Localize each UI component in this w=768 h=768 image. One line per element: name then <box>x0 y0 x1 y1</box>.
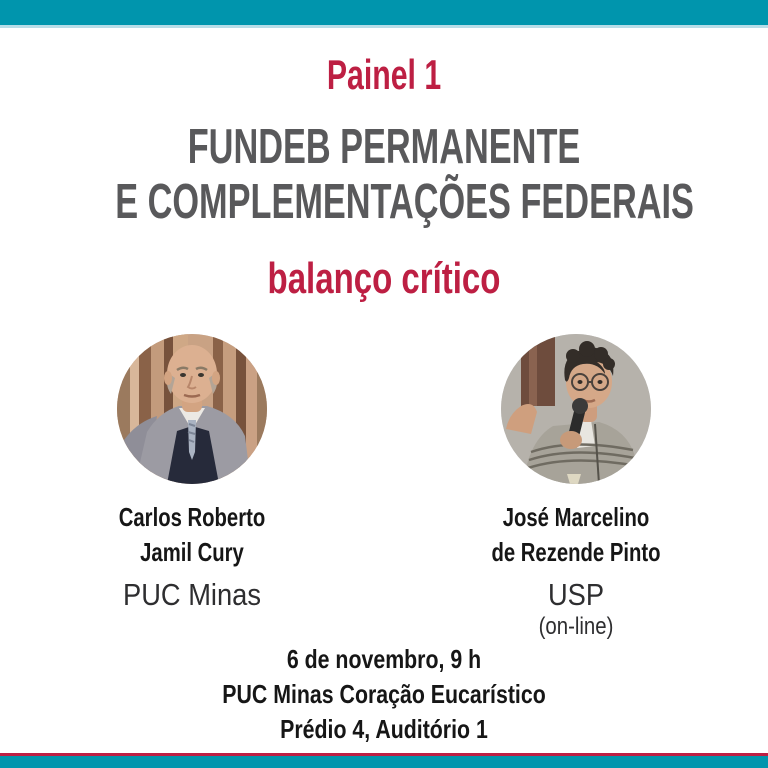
speaker-photo-jose <box>501 334 651 484</box>
man-with-microphone-portrait-illustration <box>501 334 651 484</box>
top-teal-bar <box>0 0 768 25</box>
event-title <box>115 120 694 230</box>
event-info <box>69 642 699 747</box>
speaker-affiliation-jose: USP <box>547 577 605 612</box>
speakers-row <box>0 334 768 642</box>
event-venue: Prédio 4, Auditório 1 <box>280 714 488 744</box>
top-bar-fade-line <box>0 25 768 28</box>
speaker-card-jose <box>384 334 768 642</box>
elderly-man-portrait-illustration <box>117 334 267 484</box>
bottom-teal-bar <box>0 756 768 768</box>
event-date-time: 6 de novembro, 9 h <box>286 644 482 674</box>
speaker-online-note: (on-line) <box>538 613 614 640</box>
event-subtitle: balanço crítico <box>267 254 501 303</box>
speaker-card-carlos <box>0 334 384 642</box>
event-title-line2: E COMPLEMENTAÇÕES FEDERAIS <box>115 175 694 229</box>
speaker-affiliation-carlos: PUC Minas <box>123 577 261 612</box>
event-location: PUC Minas Coração Eucarístico <box>222 679 546 709</box>
speaker-photo-carlos <box>117 334 267 484</box>
bottom-stripes <box>0 753 768 768</box>
speaker-name-carlos: Carlos Roberto Jamil Cury <box>118 502 266 567</box>
panel-label: Painel 1 <box>326 51 442 98</box>
event-title-line1: FUNDEB PERMANENTE <box>187 120 581 174</box>
speaker-name-jose: José Marcelino de Rezende Pinto <box>491 502 661 567</box>
